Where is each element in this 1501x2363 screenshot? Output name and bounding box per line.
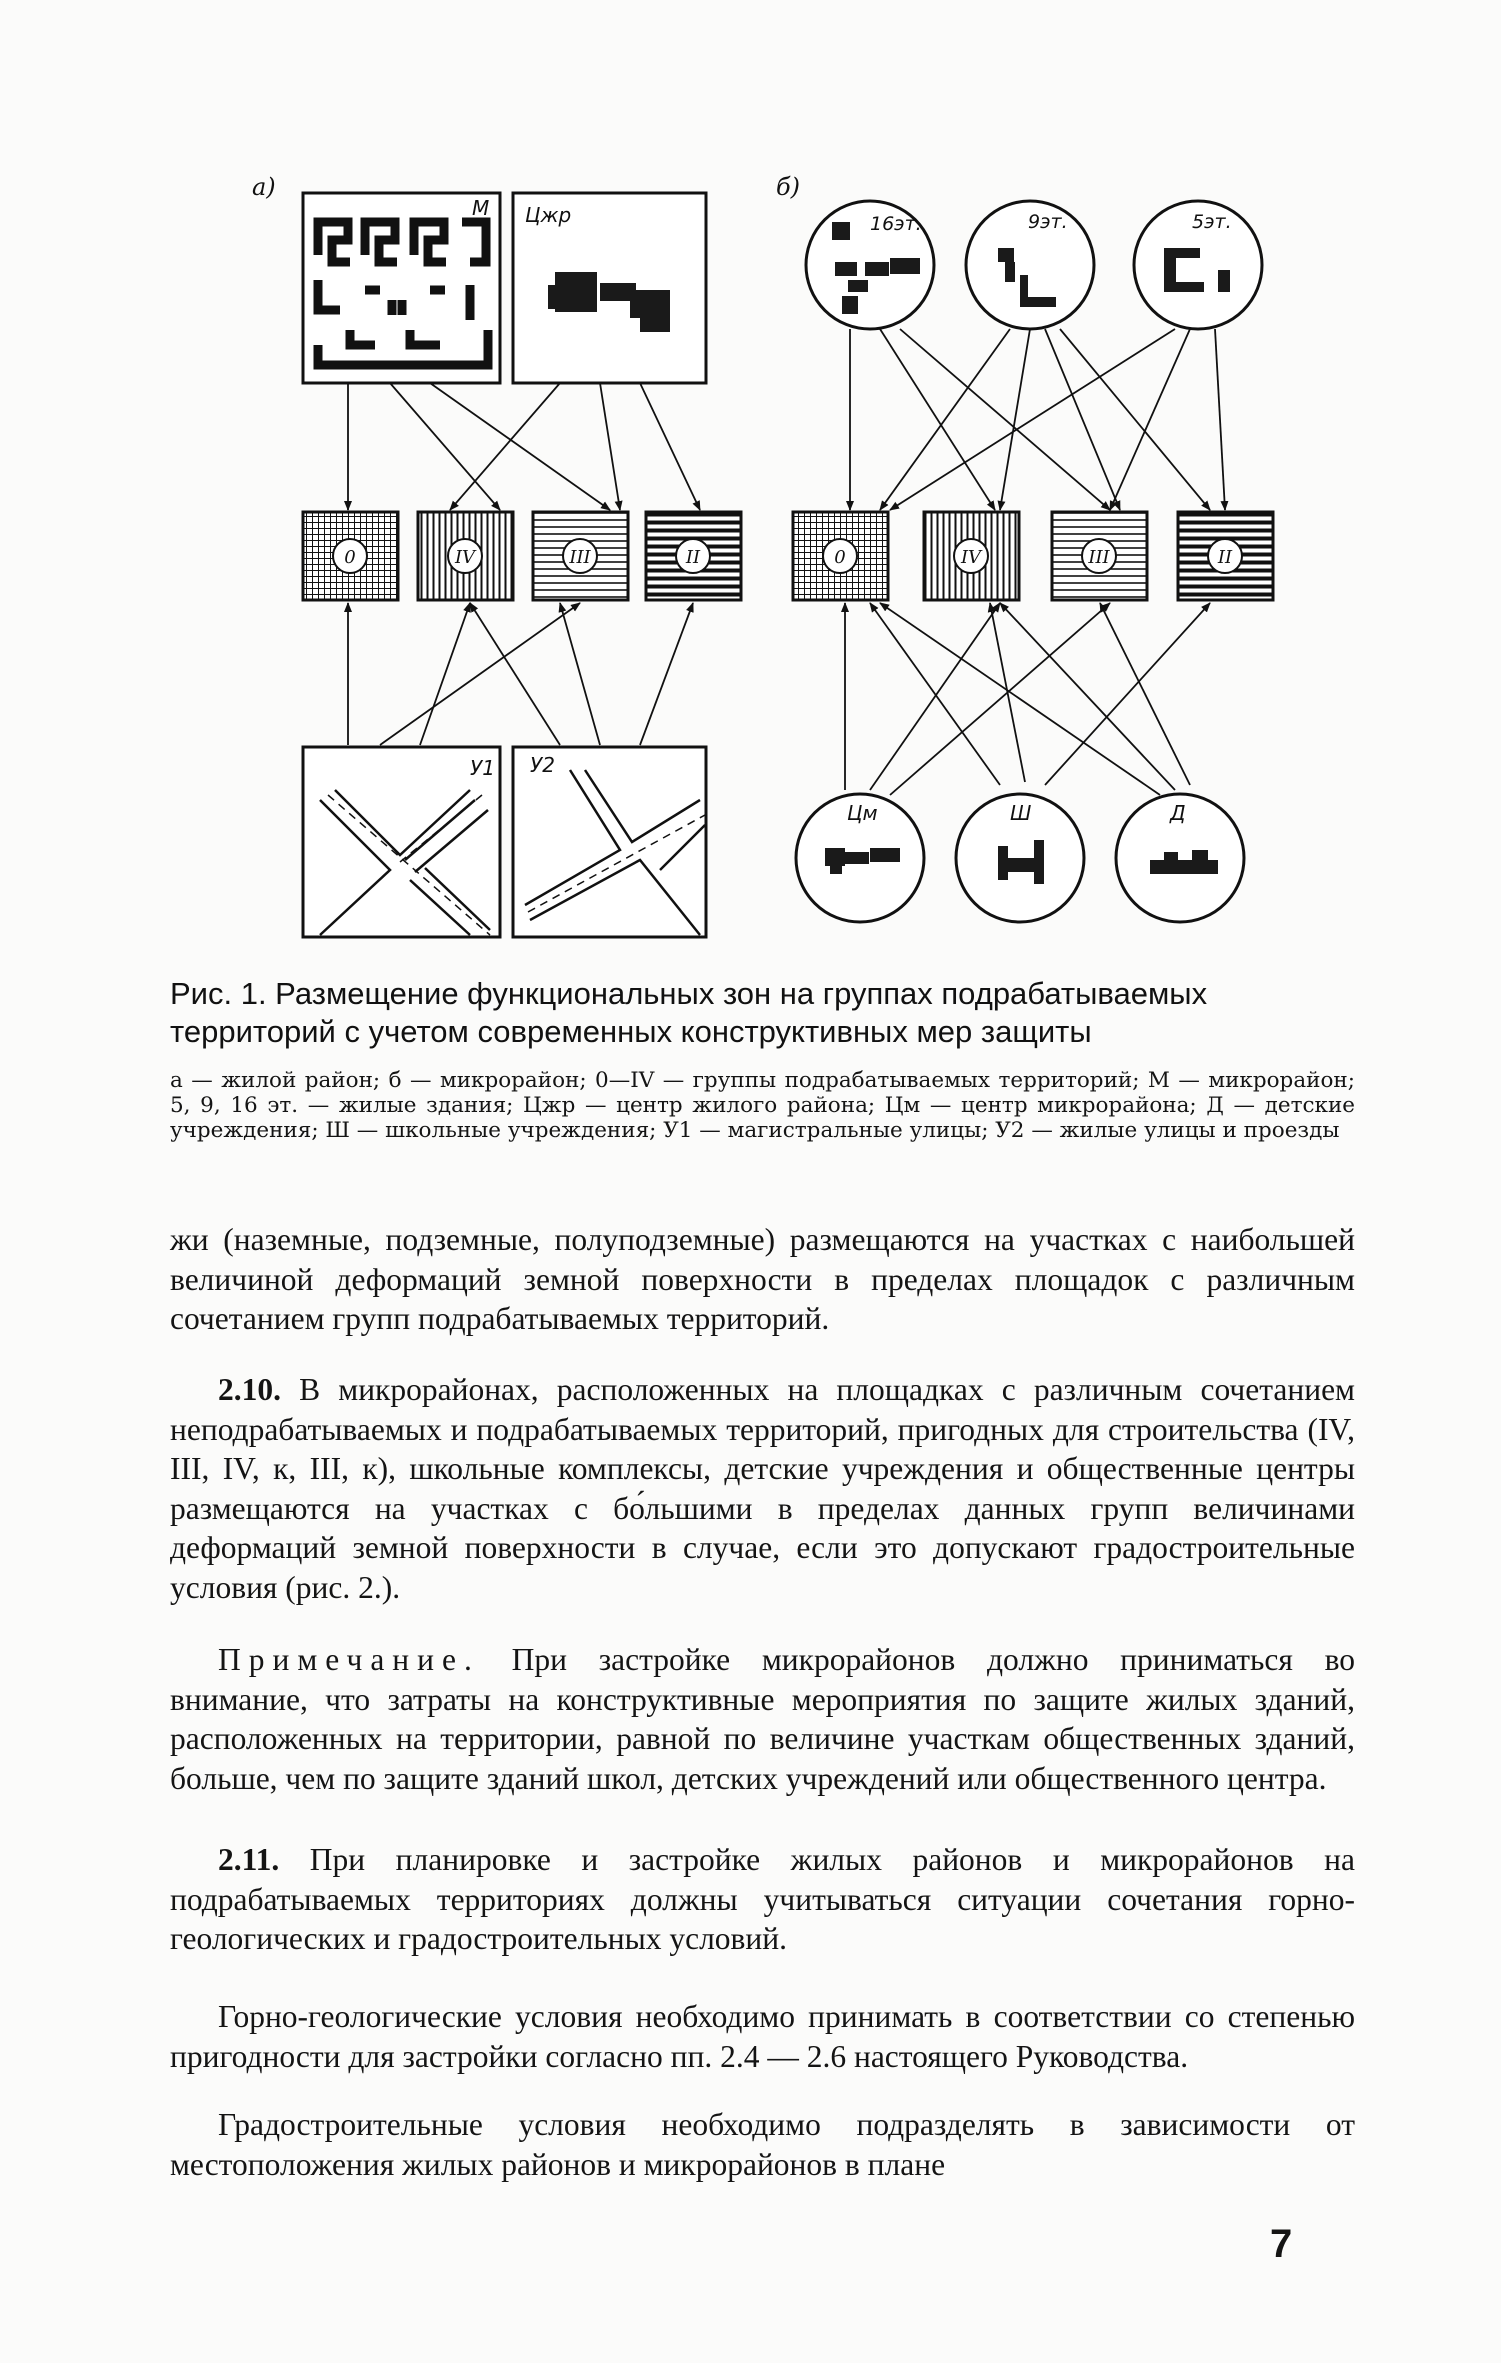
zones-row-b: [793, 512, 1273, 600]
paragraph: жи (наземные, подземные, полуподземные) размещаются на участках с наибольшей величиной деформаций земной поверхности в пределах площадок с различным сочетанием групп подрабатываемых территорий.: [170, 1222, 1355, 1336]
circle-bottom-label: Цм: [847, 801, 878, 825]
paragraph-text: В микрорайонах, расположенных на площадках с различным сочетанием неподрабатываемых и подрабатываемых территорий, пригодных для строительства (IV, III, IV, к, III, к), школьные комплексы, детские учреждения и общественные центры размещаются на участках с бо́льшими в пределах данных групп величинами деформаций земной поверхности в случае, если это допускают градостроительные условия (рис. 2.).: [170, 1372, 1355, 1605]
page-number: 7: [1270, 2222, 1293, 2266]
circle-bottom-label: Д: [1170, 801, 1186, 825]
circle-top-label: 9эт.: [1028, 211, 1068, 233]
box-czhr-label: Цжр: [525, 203, 572, 227]
top-circles: [806, 201, 1262, 329]
circle-top-label: 16эт.: [870, 213, 922, 235]
zone-label: II: [1217, 547, 1233, 568]
zone-label: 0: [834, 547, 846, 568]
zone-label: 0: [344, 547, 356, 568]
paragraph-2-11: [170, 1840, 1355, 1959]
paragraph-text: При планировке и застройке жилых районов и микрорайонов на подрабатываемых территориях должны учитываться ситуации сочетания горно-геологических и градостроительных условий.: [170, 1842, 1355, 1956]
figure-1: [0, 0, 1501, 960]
panel-a: [252, 173, 741, 937]
panel-b-label: б): [776, 173, 801, 201]
zone-label: III: [569, 547, 591, 568]
circle-bottom-label: Ш: [1010, 801, 1032, 825]
paragraph: Горно-геологические условия необходимо принимать в соответствии со степенью пригодности для застройки согласно пп. 2.4 — 2.6 настоящего Руководства.: [170, 1999, 1355, 2074]
figure-legend: а — жилой район; б — микрорайон; 0—IV — группы подрабатываемых территорий; М — микрорайон; 5, 9, 16 эт. — жилые здания; Цжр — центр жилого района; Цм — центр микрорайона; Д — детские учреждения; Ш — школьные учреждения; У1 — магистральные улицы; У2 — жилые улицы и проезды: [170, 1068, 1355, 1143]
paragraph-text: При застройке микрорайонов должно приниматься во внимание, что затраты на конструктивные мероприятия по защите жилых зданий, расположенных на территории, равной по величине участкам общественных зданий, больше, чем по защите зданий школ, детских учреждений или общественного центра.: [170, 1642, 1355, 1796]
paragraph-2-10: [170, 1370, 1355, 1607]
figure-caption: Рис. 1. Размещение функциональных зон на группах подрабатываемых территорий с учетом современных конструктивных мер защиты: [170, 976, 1208, 1049]
zones-row-a: [303, 512, 741, 600]
paragraph: Градостроительные условия необходимо подразделять в зависимости от местоположения жилых районов и микрорайонов в плане: [170, 2107, 1355, 2182]
zone-label: II: [685, 547, 701, 568]
note-lead: Примечание.: [218, 1642, 480, 1677]
main-streets-box: [303, 747, 500, 937]
residential-streets-box: [513, 747, 706, 937]
zone-label: IV: [454, 547, 476, 568]
zone-label: IV: [960, 547, 982, 568]
residential-center-box: [513, 193, 706, 383]
panel-a-label: а): [252, 173, 276, 201]
microdistrict-box: [303, 193, 500, 383]
bottom-circles: [796, 794, 1244, 922]
circle-top-label: 5эт.: [1192, 211, 1232, 233]
section-number: 2.11.: [218, 1842, 280, 1877]
box-m-label: М: [472, 196, 490, 220]
note-paragraph: [170, 1640, 1355, 1798]
box-y1-label: У1: [470, 756, 495, 780]
panel-b: [776, 173, 1273, 922]
zone-label: III: [1088, 547, 1110, 568]
box-y2-label: У2: [530, 753, 555, 777]
section-number: 2.10.: [218, 1372, 281, 1407]
